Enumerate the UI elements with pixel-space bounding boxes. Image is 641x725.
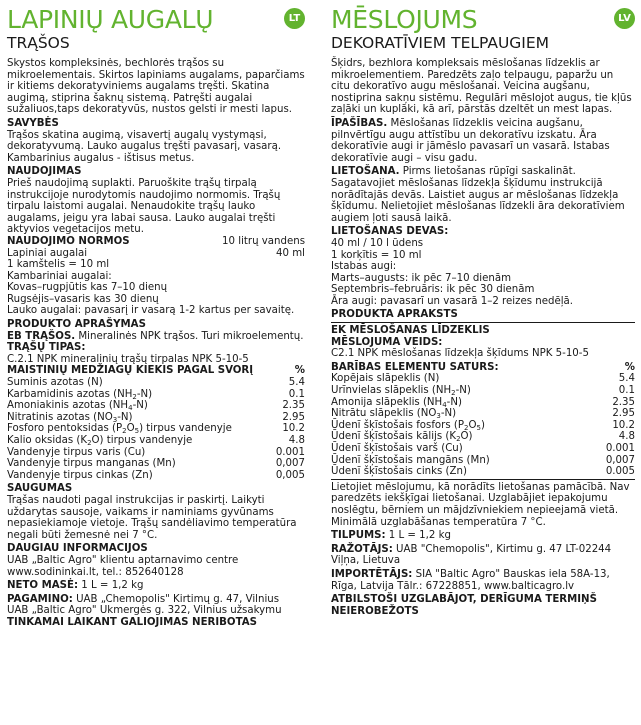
nutrient-name: Vandenyje tirpus cinkas (Zn): [7, 469, 153, 481]
lt-safety-heading: SAUGUMAS: [7, 483, 73, 495]
nutrient-name-part: Nitrātu slāpeklis (NO: [331, 408, 437, 420]
nutrient-name-part: Nitratinis azotas (NO: [7, 411, 113, 423]
lv-column: [331, 6, 635, 617]
nutrient-name-part: -N): [132, 400, 148, 412]
lv-mfr-line: [331, 544, 635, 567]
lv-nutrients-heading: BARĪBAS ELEMENTU SATURS:: [331, 361, 499, 373]
nutrient-value: 2.35: [612, 396, 635, 408]
table-row: [331, 443, 635, 455]
lt-info-1: UAB „Baltic Agro" klientu aptarnavimo centre: [7, 554, 239, 566]
lv-safety: Lietojiet mēslojumu, kā norādīts lietošanas pamācībā. Nav paredzēts iekšķīgai lietošanai. Uzglabājiet iepakojumu noslēgtu, bērniem un mājdzīvniekiem nepieejamā vietā. Minimālā uzglabāšanas temperatūra 7 °C.: [331, 481, 630, 528]
lt-mfr-2: UAB „Baltic Agro" Ukmergės g. 322, Vilnius užsakymu: [7, 605, 282, 617]
table-row: [7, 423, 305, 435]
table-row: [331, 385, 635, 397]
nutrient-value: 0.1: [618, 385, 635, 397]
lt-norms-water: 10 litrų vandens: [222, 235, 305, 247]
table-row: [331, 408, 635, 420]
lv-indoor-2: Septembris–februāris: ik pēc 30 dienām: [331, 284, 535, 296]
nutrient-value: 10.2: [282, 423, 305, 435]
lt-use-heading: NAUDOJIMAS: [7, 166, 82, 178]
nutrient-name-part: -N): [446, 396, 462, 408]
lv-imp-line: [331, 569, 635, 592]
table-row: [7, 435, 305, 447]
nutrient-value: 0,005: [275, 469, 305, 481]
lv-type-heading: MĒSLOJUMA VEIDS:: [331, 336, 443, 348]
lt-norms-row: [7, 236, 305, 248]
nutrient-value: 10.2: [612, 419, 635, 431]
nutrient-name: Amoniakinis azotas $(NH_4-N)$: [7, 400, 148, 413]
lt-column: [7, 6, 305, 629]
lt-norm-leaf-row: [7, 248, 305, 260]
nutrient-value: 0.1: [288, 388, 305, 400]
lv-mfr-bold: RAŽOTĀJS:: [331, 543, 393, 555]
nutrient-name-part: Ūdenī šķīstošais fosfors (P: [331, 419, 465, 431]
lt-mfr-bold: PAGAMINO:: [7, 593, 73, 605]
lt-indoor-2: Rugsėjis–vasaris kas 30 dienų: [7, 293, 159, 305]
table-row: [331, 373, 635, 385]
lt-type-heading: TRĄŠŲ TIPAS:: [7, 342, 86, 354]
lv-vol-value: 1 L = 1,2 kg: [385, 530, 451, 542]
nutrient-name: Ūdenī šķīstošais mangāns (Mn): [331, 454, 490, 466]
lv-props-line: [331, 118, 635, 164]
lt-language-badge: LT: [284, 8, 305, 29]
lt-safety: Trąšas naudoti pagal instrukcijas ir paskirtį. Laikyti uždarytas sausoje, vaikams ir naminiams gyvūnams nepasiekiamoje vietoje. Trąšų sandėliavimo temperatūra negali būti žemesnė nei 7 °C.: [7, 494, 297, 541]
lv-header: [331, 6, 635, 58]
nutrient-name-part: Urīnvielas slāpeklis (NH: [331, 385, 452, 397]
nutrient-value: 0,007: [605, 454, 635, 466]
lv-percent-heading: %: [624, 361, 635, 373]
lt-norm-leaf-value: 40 ml: [276, 247, 305, 259]
table-row: [331, 455, 635, 467]
nutrient-name: Kalio oksidas $(K_2O)$ tirpus vandenyje: [7, 435, 193, 447]
lv-outdoor: Āra augi: pavasarī un vasarā 1–2 reizes nedēļā.: [331, 295, 574, 307]
lt-info-heading: DAUGIAU INFORMACIJOS: [7, 543, 148, 555]
lt-header: [7, 6, 305, 58]
lv-indoor-1: Marts–augusts: ik pēc 7–10 dienām: [331, 272, 512, 284]
lt-subtitle: TRĄŠOS: [7, 34, 70, 52]
nutrient-name-part: Amoniakinis azotas (NH: [7, 400, 129, 412]
nutrient-name-part: ): [480, 419, 485, 431]
lt-indoor-1: Kovas–rugpjūtis kas 7–10 dienų: [7, 282, 168, 294]
table-row: [7, 458, 305, 470]
lt-outdoor: Lauko augalai: pavasarį ir vasarą 1-2 kartus per savaitę.: [7, 305, 295, 317]
lv-dose-2: 1 korķītis = 10 ml: [331, 249, 422, 261]
nutrient-value: 0,007: [275, 458, 305, 470]
lv-use-line: [331, 166, 635, 224]
table-row: [7, 389, 305, 401]
lt-net-bold: NETO MASĖ:: [7, 580, 79, 592]
nutrient-name: Urīnvielas slāpeklis $(NH_2-N)$: [331, 385, 471, 398]
lv-indoor-heading: Istabas augi:: [331, 261, 397, 273]
lv-use: Pirms lietošanas rūpīgi saskalināt. Sagatavojiet mēslošanas līdzekļa šķīdumu instrukcijā norādītajās devās. Laistiet augus ar mēslošanas līdzekļa šķīdumu. Nelietojiet mēslošanas līdzekli āra dekoratīviem augiem ļoti sausā laikā.: [331, 166, 625, 224]
lt-expiry: TINKAMAI LAIKANT GALIOJIMAS NERIBOTAS: [7, 616, 257, 628]
nutrient-name-part: Kalio oksidas (K: [7, 435, 88, 446]
lt-use: Prieš naudojimą suplakti. Paruoškite trąšų tirpalą instrukcijoje nurodytomis naudojimo normomis. Trąšų tirpalu laistomi augalai. Nenaudokite trąšų lauko augalams, jeigu yra labai sausa. Lauko augalai tręšti aktyvios vegetacijos metu.: [7, 177, 281, 236]
nutrient-name: Nitrātu slāpeklis $(NO_3-N)$: [331, 408, 457, 421]
lt-nutrients-header: [7, 365, 305, 377]
lt-eb-rest: Mineralinės NPK trąšos. Turi mikroelementų.: [75, 330, 304, 342]
nutrient-name: Ūdenī šķīstošais cinks (Zn): [331, 466, 467, 478]
divider: [331, 479, 635, 480]
nutrient-name-part: O): [460, 431, 473, 443]
lv-imp: SIA "Baltic Agro" Bauskas iela 58A-13, Rīga, Latvija Tālr.: 67228851, www.balticagro.lv: [331, 568, 610, 592]
table-row: [331, 397, 635, 409]
nutrient-value: 5.4: [288, 377, 305, 389]
lv-intro: Šķidrs, bezhlora kompleksais mēslošanas līdzeklis ar mikroelementiem. Paredzēts zaļo telpaugu, paparžu un citu dekoratīvo augu mēslošanai. Veicina augšanu, nostiprina sakņu sistēmu. Regulāri mēslojot augus, tie kļūs zaļāki un kuplāki, kā arī, pārstās dzeltēt un mest lapas.: [331, 58, 632, 116]
lv-nutrients-header: [331, 362, 635, 374]
lt-info-2: www.sodininkai.lt, tel.: 852640128: [7, 566, 184, 578]
lv-language-badge: LV: [614, 8, 635, 29]
nutrient-name-part: -N): [117, 411, 133, 423]
lt-indoor-heading: Kambariniai augalai:: [7, 270, 112, 282]
nutrient-name-part: O: [468, 419, 477, 431]
nutrient-name-part: Amonija slāpeklis (NH: [331, 396, 443, 408]
lt-intro: Skystos kompleksinės, bechlorės trąšos su mikroelementais. Skirtos lapiniams augalams, paparčiams ir kitiems dekoratyviniems augalams tręšti. Skatina augimą, stiprina šaknų sistemą. Patręšti augalai sužaliuos,taps dekoratyvūs, nustos gelsti ir mesti lapus.: [7, 58, 305, 116]
lt-norm-leaf-label: Lapiniai augalai: [7, 247, 88, 259]
lv-doses-heading: LIETOŠANAS DEVAS:: [331, 226, 449, 238]
lv-title: MĒSLOJUMS: [331, 5, 478, 34]
nutrient-value: 0.005: [605, 466, 635, 478]
table-row: [331, 431, 635, 443]
lv-expiry: ATBILSTOŠI UZGLABĀJOT, DERĪGUMA TERMIŅŠ NEIEROBEŽOTS: [331, 594, 597, 617]
nutrient-name-part: -N): [136, 388, 153, 400]
nutrient-name-part: Karbamidinis azotas (NH: [7, 388, 133, 400]
table-row: [331, 466, 635, 478]
lv-ek: EK MĒSLOŠANAS LĪDZEKLIS: [331, 325, 490, 337]
lt-eb-bold: EB TRĄŠOS.: [7, 330, 76, 342]
table-row: [7, 447, 305, 459]
nutrient-name: Karbamidinis azotas $(NH_2-N)$: [7, 388, 153, 401]
nutrient-name-part: -N): [455, 385, 471, 397]
lt-properties: Trąšos skatina augimą, visavertį augalų vystymąsi, dekoratyvumą. Lauko augalus tręšti pavasarį, vasarą. Kambarinius augalus - ištisus metus.: [7, 129, 282, 164]
lv-subtitle: DEKORATĪVIEM TELPAUGIEM: [331, 34, 550, 52]
lt-type: C.2.1 NPK mineralinių trąšų tirpalas NPK 5-10-5: [7, 353, 249, 365]
nutrient-value: 0.001: [275, 446, 305, 458]
nutrient-value: 2.35: [282, 400, 305, 412]
nutrient-value: 5.4: [618, 373, 635, 385]
lt-net-line: [7, 580, 305, 592]
lv-mfr: UAB "Chemopolis", Kirtimu g. 47 LT-02244 Viļņa, Lietuva: [331, 543, 612, 567]
lt-properties-heading: SAVYBĖS: [7, 117, 59, 129]
nutrient-name: Fosforo pentoksidas $(P_2O_5)$ tirpus vandenyje: [7, 423, 232, 436]
lt-nutrients-heading: MAISTINIŲ MEDŽIAGŲ KIEKIS PAGAL SVORĮ: [7, 365, 254, 377]
lv-imp-bold: IMPORTĒTĀJS:: [331, 568, 413, 580]
nutrient-name: Amonija slāpeklis $(NH_4-N)$: [331, 396, 462, 409]
lv-dose-1: 40 ml / 10 l ūdens: [331, 237, 424, 249]
lv-vol-bold: TILPUMS:: [331, 530, 386, 542]
nutrient-value: 4.8: [288, 435, 305, 446]
lv-type: C2.1 NPK mēslošanas līdzekļa šķīdums NPK 5-10-5: [331, 348, 589, 360]
divider: [331, 322, 635, 323]
lv-desc-heading: PRODUKTA APRAKSTS: [331, 309, 458, 321]
lt-product-heading: PRODUKTO APRAŠYMAS: [7, 319, 146, 331]
table-row: [7, 377, 305, 389]
nutrient-name-part: Fosforo pentoksidas (P: [7, 423, 123, 435]
nutrient-name-part: ) tirpus vandenyje: [139, 423, 232, 435]
lt-eb-line: [7, 331, 305, 343]
lt-percent-heading: %: [294, 365, 305, 377]
lv-props: Mēslošanas līdzeklis veicina augšanu, pilnvērtīgu augu attīstību un dekoratīvu izskatu. Āra dekoratīvie augi ir jāmēslo pavasarī un vasarā. Istabas dekoratīvie augi – visu gadu.: [331, 117, 610, 164]
lt-title: LAPINIŲ AUGALŲ: [7, 5, 214, 34]
lt-norms-heading: NAUDOJIMO NORMOS: [7, 235, 130, 247]
nutrient-name: Vandenyje tirpus manganas (Mn): [7, 458, 176, 470]
lv-vol-line: [331, 530, 635, 542]
table-row: [7, 412, 305, 424]
table-row: [7, 400, 305, 412]
nutrient-name: Nitratinis azotas $(NO_3-N)$: [7, 411, 133, 424]
nutrient-value: 2.95: [612, 408, 635, 420]
lv-use-bold: LIETOŠANA.: [331, 166, 400, 178]
table-row: [7, 470, 305, 482]
nutrient-name-part: O) tirpus vandenyje: [91, 435, 193, 446]
nutrient-name: Ūdenī šķīstošais varš (Cu): [331, 443, 463, 454]
lt-mfr-1: UAB „Chemopolis" Kirtimų g. 47, Vilnius: [72, 593, 280, 605]
nutrient-name-part: O: [126, 423, 135, 435]
lv-props-bold: ĪPAŠĪBAS.: [331, 117, 388, 129]
nutrient-name: Suminis azotas (N): [7, 377, 103, 389]
table-row: [331, 420, 635, 432]
nutrient-name-part: -N): [440, 408, 457, 420]
nutrient-name: Vandenyje tirpus varis (Cu): [7, 446, 146, 458]
nutrient-name: Ūdenī šķīstošais kālijs $(K_2O)$: [331, 431, 473, 444]
nutrient-value: 4.8: [618, 431, 635, 443]
nutrient-name: Ūdenī šķīstošais fosfors $(P_2O_5)$: [331, 419, 485, 432]
lt-mfr-line: [7, 594, 305, 606]
lt-norm-cap: 1 kamštelis = 10 ml: [7, 259, 110, 271]
nutrient-name: Kopējais slāpeklis (N): [331, 373, 440, 385]
lt-net-value: 1 L = 1,2 kg: [78, 580, 144, 592]
nutrient-value: 2.95: [282, 411, 305, 423]
nutrient-value: 0.001: [605, 443, 635, 454]
nutrient-name-part: Ūdenī šķīstošais kālijs (K: [331, 431, 457, 443]
